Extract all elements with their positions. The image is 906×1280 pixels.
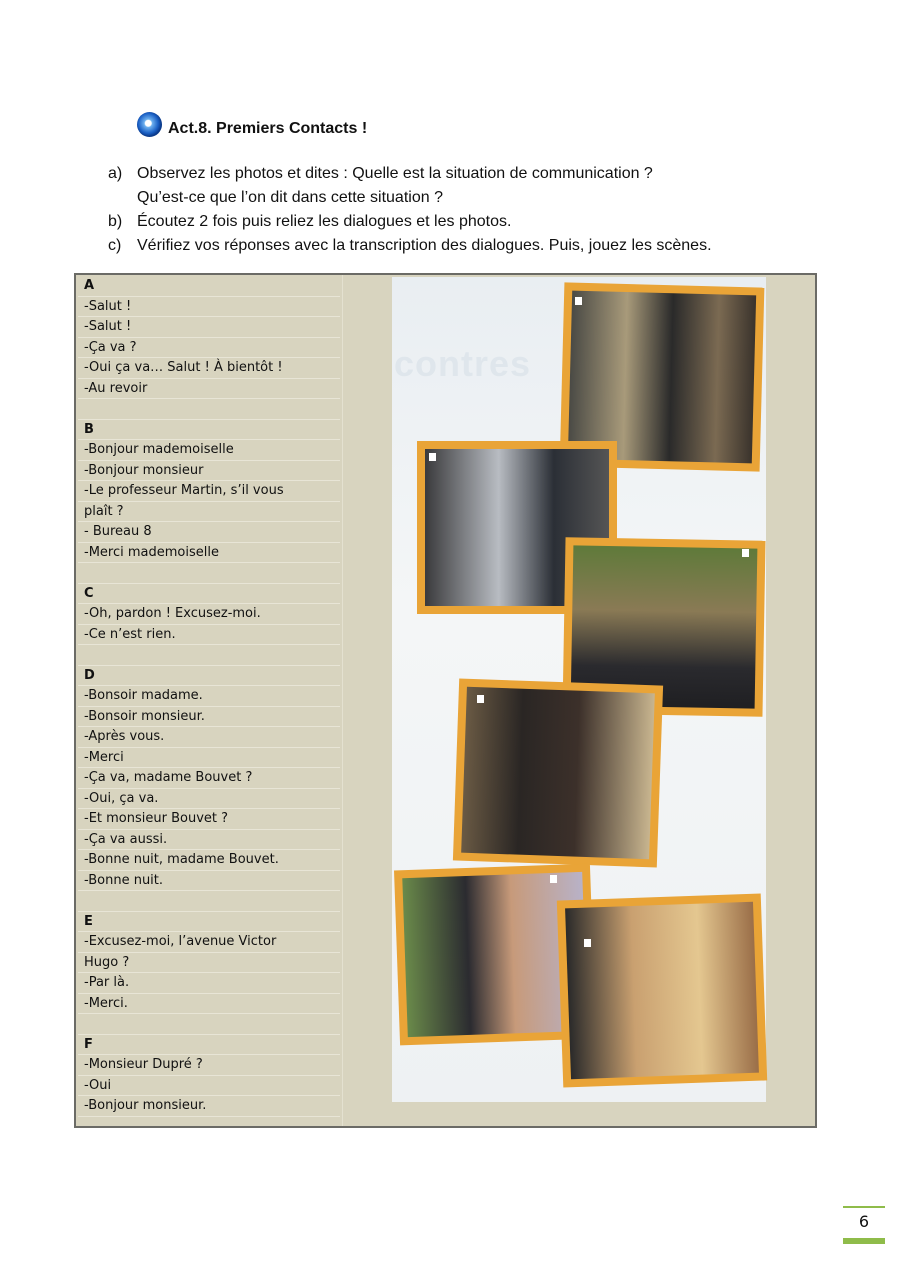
photo-marker (575, 297, 582, 305)
dialogue-line: -Salut ! (78, 317, 340, 338)
dialogue-line: -Par là. (78, 973, 340, 994)
dialogue-letter: C (78, 584, 340, 605)
dialogue-line (78, 1014, 340, 1035)
dialogue-line: -Merci (78, 748, 340, 769)
dialogue-line: - Bureau 8 (78, 522, 340, 543)
photo-doorway (453, 678, 663, 867)
instruction-text: Observez les photos et dites : Quelle est la situation de communication ? (137, 165, 653, 182)
photo-marker (429, 453, 436, 461)
dialogue-line: -Monsieur Dupré ? (78, 1055, 340, 1076)
dialogue-table (74, 273, 817, 1128)
dialogue-line: -Bonjour mademoiselle (78, 440, 340, 461)
dialogue-line: -Et monsieur Bouvet ? (78, 809, 340, 830)
photo-marker (477, 695, 484, 703)
collage-title: contres (394, 343, 532, 384)
instruction-text: Vérifiez vos réponses avec la transcription des dialogues. Puis, jouez les scènes. (137, 237, 712, 254)
dialogue-column (78, 276, 340, 1117)
dialogue-line: -Excusez-moi, l’avenue Victor (78, 932, 340, 953)
dialogue-line: -Bonjour monsieur. (78, 1096, 340, 1117)
instructions-list (108, 162, 712, 258)
dialogue-line (78, 891, 340, 912)
dialogue-letter: B (78, 420, 340, 441)
dialogue-line: -Au revoir (78, 379, 340, 400)
dialogue-line: -Oh, pardon ! Excusez-moi. (78, 604, 340, 625)
dialogue-line: -Merci. (78, 994, 340, 1015)
page-number-rule (843, 1206, 885, 1208)
dialogue-line: -Oui ça va… Salut ! À bientôt ! (78, 358, 340, 379)
dialogue-line: -Ce n’est rien. (78, 625, 340, 646)
dialogue-line: -Bonsoir madame. (78, 686, 340, 707)
dialogue-line (78, 399, 340, 420)
activity-heading (137, 110, 367, 138)
instruction-item (108, 210, 712, 234)
dialogue-line: -Ça va, madame Bouvet ? (78, 768, 340, 789)
photo-marker (742, 549, 749, 557)
dialogue-line: -Ça va aussi. (78, 830, 340, 851)
dialogue-line: -Après vous. (78, 727, 340, 748)
dialogue-letter: F (78, 1035, 340, 1056)
photo-marker (550, 875, 557, 883)
dialogue-line: -Oui (78, 1076, 340, 1097)
dialogue-line: -Ça va ? (78, 338, 340, 359)
instruction-key: c) (108, 237, 122, 254)
dialogue-line: -Le professeur Martin, s’il vous (78, 481, 340, 502)
photo-collage (392, 277, 766, 1102)
page-number: 6 (858, 1212, 870, 1231)
dialogue-line (78, 645, 340, 666)
dialogue-line: -Bonne nuit, madame Bouvet. (78, 850, 340, 871)
activity-title: Act.8. Premiers Contacts ! (168, 120, 368, 137)
dialogue-line: -Bonne nuit. (78, 871, 340, 892)
photo-marker (584, 939, 591, 947)
page-number-bar (843, 1238, 885, 1244)
dialogue-letter: A (78, 276, 340, 297)
dialogue-letter: D (78, 666, 340, 687)
dialogue-line: Hugo ? (78, 953, 340, 974)
instruction-item (108, 162, 712, 186)
instruction-key: a) (108, 165, 123, 182)
dialogue-line: plaît ? (78, 502, 340, 523)
dialogue-line (78, 563, 340, 584)
instruction-key (108, 186, 137, 210)
instruction-key: b) (108, 213, 123, 230)
instruction-text: Qu’est-ce que l’on dit dans cette situation ? (137, 189, 443, 206)
column-divider (342, 275, 343, 1126)
instruction-item (108, 234, 712, 258)
instruction-text: Écoutez 2 fois puis reliez les dialogues et les photos. (137, 213, 512, 230)
dialogue-line: -Salut ! (78, 297, 340, 318)
dialogue-line: -Oui, ça va. (78, 789, 340, 810)
dialogue-letter: E (78, 912, 340, 933)
dialogue-line: -Bonsoir monsieur. (78, 707, 340, 728)
photo-reception (557, 893, 767, 1087)
dialogue-line: -Merci mademoiselle (78, 543, 340, 564)
instruction-item (108, 186, 712, 210)
cd-audio-icon[interactable] (137, 112, 162, 137)
dialogue-line: -Bonjour monsieur (78, 461, 340, 482)
